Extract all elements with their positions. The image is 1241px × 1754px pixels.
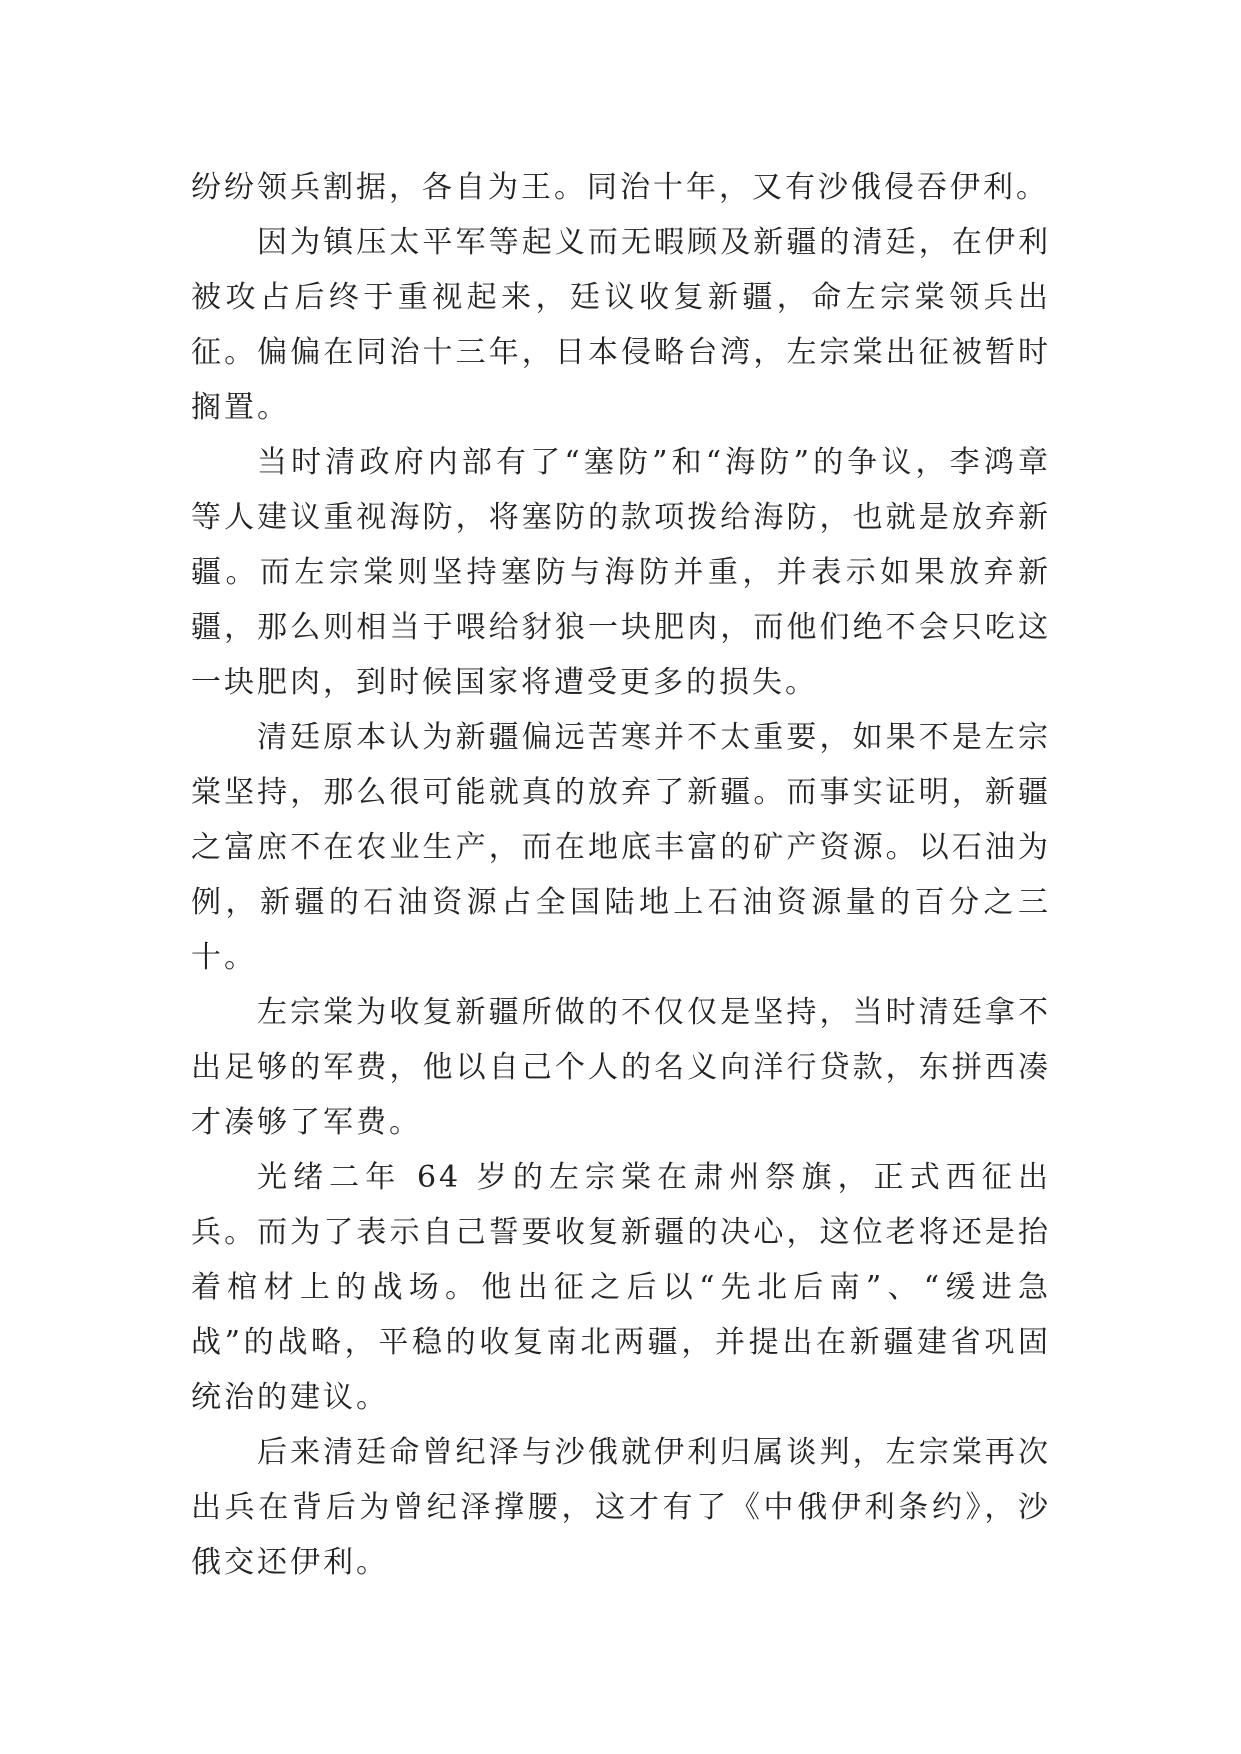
paragraph-1: 纷纷领兵割据，各自为王。同治十年，又有沙俄侵吞伊利。 <box>191 170 1049 205</box>
paragraph-4: 清廷原本认为新疆偏远苦寒并不太重要，如果不是左宗棠坚持，那么很可能就真的放弃了新疆。而事实证明，新疆之富庶不在农业生产，而在地底丰富的矿产资源。以石油为例，新疆的石油资源占全国陆地上石油资源量的百分之三十。 <box>191 720 1051 975</box>
paragraph-5: 左宗棠为收复新疆所做的不仅仅是坚持，当时清廷拿不出足够的军费，他以自己个人的名义向洋行贷款，东拼西凑才凑够了军费。 <box>191 995 1051 1140</box>
paragraph-7: 后来清廷命曾纪泽与沙俄就伊利归属谈判，左宗棠再次出兵在背后为曾纪泽撑腰，这才有了《中俄伊利条约》，沙俄交还伊利。 <box>191 1435 1051 1580</box>
paragraph-6: 光绪二年 64 岁的左宗棠在肃州祭旗，正式西征出兵。而为了表示自己誓要收复新疆的决心，这位老将还是抬着棺材上的战场。他出征之后以“先北后南”、“缓进急战”的战略，平稳的收复南北两疆，并提出在新疆建省巩固统治的建议。 <box>191 1160 1051 1415</box>
paragraph-2: 因为镇压太平军等起义而无暇顾及新疆的清廷，在伊利被攻占后终于重视起来，廷议收复新疆，命左宗棠领兵出征。偏偏在同治十三年，日本侵略台湾，左宗棠出征被暂时搁置。 <box>191 225 1051 425</box>
document-body <box>191 160 1051 1590</box>
paragraph-3: 当时清政府内部有了“塞防”和“海防”的争议，李鸿章等人建议重视海防，将塞防的款项拨给海防，也就是放弃新疆。而左宗棠则坚持塞防与海防并重，并表示如果放弃新疆，那么则相当于喂给豺狼一块肥肉，而他们绝不会只吃这一块肥肉，到时候国家将遭受更多的损失。 <box>191 445 1051 700</box>
